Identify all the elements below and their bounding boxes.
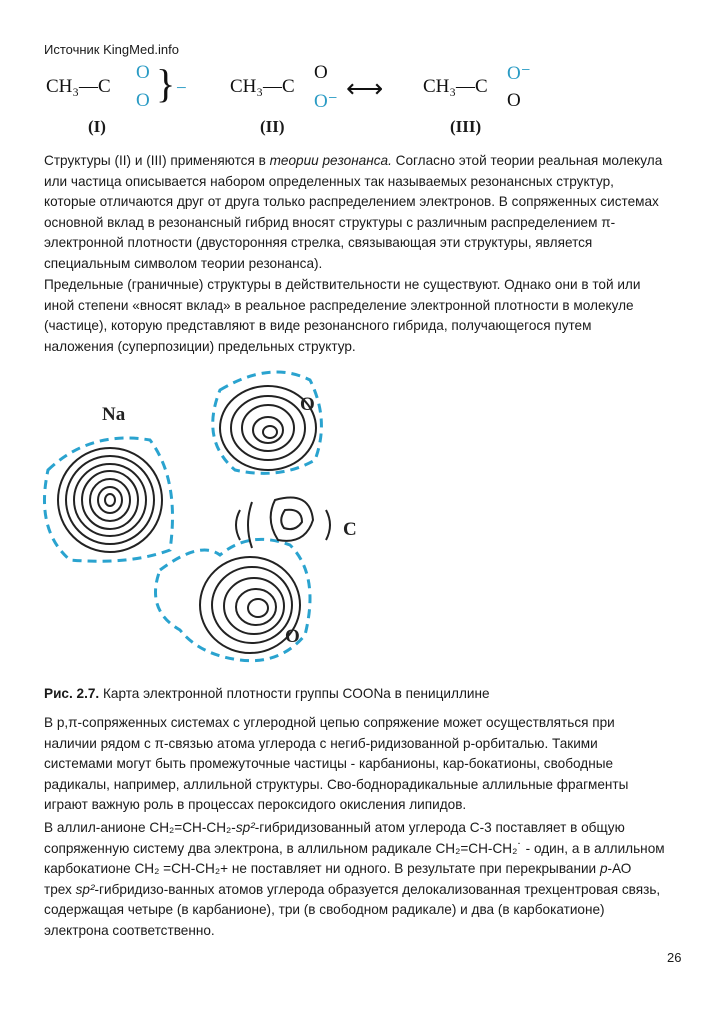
text-segment: Согласно этой теории реальная молекула <box>391 153 663 168</box>
text-line <box>44 713 628 734</box>
oxygen-label: O <box>507 90 521 111</box>
text-line <box>44 192 662 213</box>
text-segment: -АО <box>607 861 632 877</box>
text-line <box>44 818 665 839</box>
text-segment: наложения (суперпозиции) предельных структур. <box>44 338 356 354</box>
formula-II <box>230 62 338 112</box>
label-na: Na <box>102 404 126 425</box>
formula-III <box>423 63 531 111</box>
oxygen-label: O <box>136 62 150 83</box>
formula-text: CH₃—C <box>46 76 111 97</box>
text-segment: карбокатионе CH₂ =CH-CH₂+ не поставляет ни одного. В результате при перекрывании <box>44 861 600 877</box>
text-segment: основной вклад в резонансный гибрид вносят структуры с различным распределением π- <box>44 214 616 230</box>
text-segment: играют важную роль в процессах пероксидого окисления липидов. <box>44 797 467 813</box>
paragraph-limit-structures <box>44 275 640 357</box>
text-segment: (частице), которую представляют в виде резонансного гибрида, получающегося путем <box>44 318 592 334</box>
text-segment: В р,π-сопряженных системах с углеродной цепью сопряжение может осуществляться при <box>44 715 615 730</box>
resonance-arrow-icon: ⟷ <box>346 74 384 103</box>
text-line <box>44 337 640 358</box>
label-o-top: O <box>300 394 315 415</box>
paragraph-resonance <box>44 151 662 275</box>
text-segment: электрона соответственно. <box>44 922 215 938</box>
text-segment: специальным символом теории резонанса). <box>44 255 323 271</box>
text-segment: р <box>599 861 608 877</box>
caption-text: Карта электронной плотности группы COONa в пенициллине <box>99 686 490 701</box>
text-line <box>44 233 662 254</box>
text-line <box>44 213 662 234</box>
text-segment: В аллил-анионе CH₂=CH-CH₂- <box>44 820 236 835</box>
text-segment: электронной плотности (двусторонняя стрелка, связывающая эти структуры, является <box>44 235 593 251</box>
text-segment: радикалы, например, аллильной структуры. Сво-боднорадикальные аллильные фрагменты <box>44 776 629 792</box>
text-segment: системами могут быть промежуточные частицы - карбанионы, кар-бокатионы, свободные <box>44 756 614 772</box>
text-line <box>44 900 665 921</box>
text-line <box>44 859 665 880</box>
label-o-bottom: O <box>285 626 300 647</box>
brace: } <box>156 61 176 106</box>
source-label: Источник KingMed.info <box>44 42 179 57</box>
formula-text: CH₃—C <box>423 76 488 97</box>
text-segment: которые отличаются друг от друга только распределением электронов. В сопряженных системах <box>44 194 659 210</box>
text-segment: трех <box>44 881 76 897</box>
oxygen-label: O⁻ <box>507 63 531 84</box>
text-line <box>44 839 665 860</box>
text-segment: наличии рядом с π-связью атома углерода с негиб-ридизованной р-орбиталью. Такими <box>44 735 598 751</box>
text-line <box>44 275 640 296</box>
text-line <box>44 921 665 942</box>
formula-I <box>46 61 187 111</box>
text-line <box>44 795 628 816</box>
label-c: C <box>343 519 357 540</box>
text-segment: -гибридизованный атом углерода С-3 поставляет в общую <box>254 820 625 835</box>
text-segment: -гибридизо-ванных атомов углерода образуется делокализованная трехцентровая связь, <box>94 881 661 897</box>
text-segment: содержащая четыре (в карбанионе), три (в свободном радикале) и два (в карбокатионе) <box>44 902 605 918</box>
text-line <box>44 254 662 275</box>
text-line <box>44 316 640 337</box>
text-segment: Предельные (граничные) структуры в действительности не существуют. Однако они в той или <box>44 277 641 292</box>
page-number: 26 <box>667 950 682 965</box>
text-segment: sp² <box>235 820 255 835</box>
structure-label: (I) <box>88 117 106 136</box>
text-line <box>44 754 628 775</box>
structure-label: (III) <box>450 117 482 136</box>
electron-density-map <box>30 360 370 680</box>
structure-label: (II) <box>260 117 285 136</box>
oxygen-label: O <box>136 90 150 111</box>
text-line <box>44 151 662 172</box>
text-segment: Структуры (II) и (III) применяются в <box>44 153 270 168</box>
charge-label: − <box>176 78 187 99</box>
paragraph-allyl <box>44 818 665 942</box>
text-line <box>44 775 628 796</box>
caption-number: Рис. 2.7. <box>44 686 100 701</box>
paragraph-conjugated-systems <box>44 713 628 816</box>
text-segment: или частица описывается набором определенных так называемых резонансных структур, <box>44 173 614 189</box>
text-line <box>44 172 662 193</box>
figure-caption <box>44 684 490 705</box>
density-contours <box>58 386 330 653</box>
oxygen-label: O⁻ <box>314 91 338 112</box>
text-line <box>44 880 665 901</box>
text-line <box>44 296 640 317</box>
text-segment: иной степени «вносят вклад» в реальное распределение электронной плотности в молекуле <box>44 297 634 313</box>
oxygen-label: O <box>314 62 328 83</box>
formula-text: CH₃—C <box>230 76 295 97</box>
text-segment: sp² <box>75 881 95 897</box>
text-line <box>44 734 628 755</box>
text-segment: теории резонанса. <box>269 153 392 168</box>
text-segment: сопряженную систему два электрона, в аллильном радикале CH₂=CH-CH₂˙ - один, а в аллильном <box>44 840 665 856</box>
